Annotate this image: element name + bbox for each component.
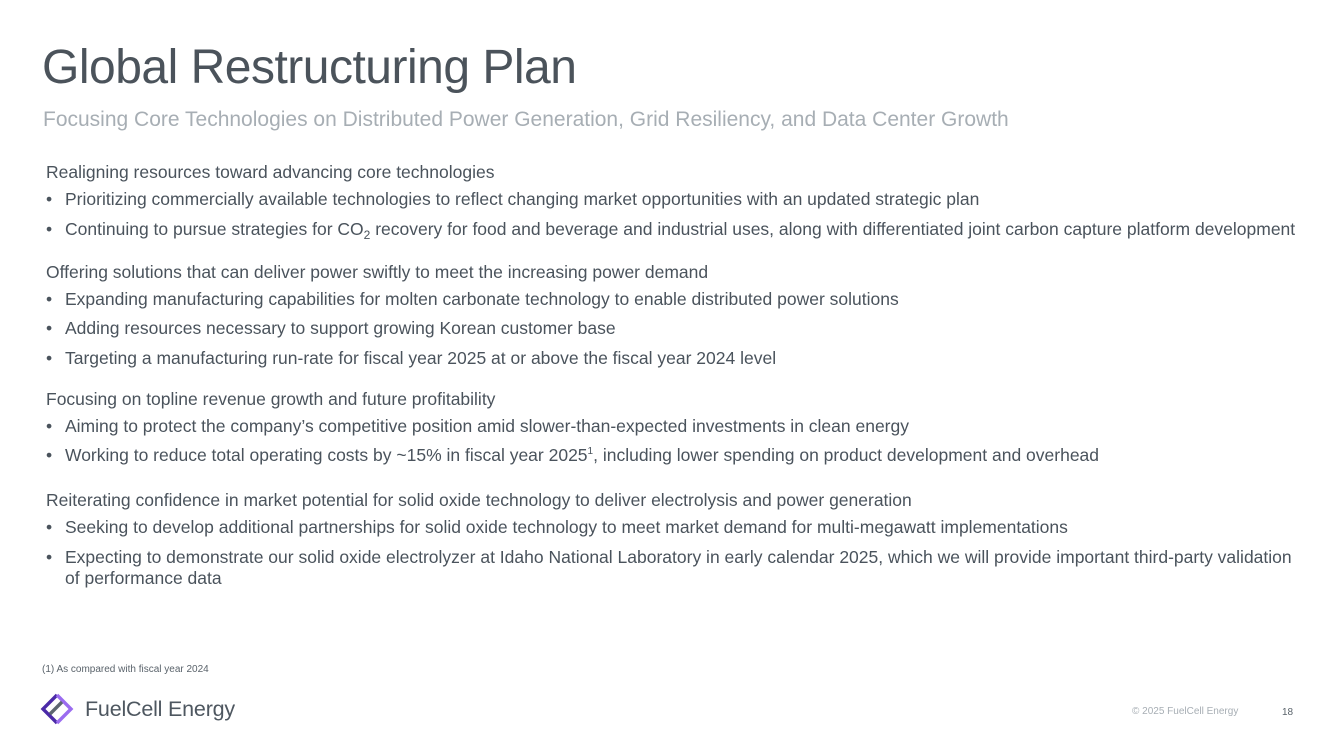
bullet-text: Seeking to develop additional partnerships for solid oxide technology to meet market demand for multi-megawatt implementations — [65, 517, 1068, 537]
diamond-chevron-logo-icon — [40, 693, 74, 725]
bullet-dot: • — [46, 445, 53, 465]
bullet-text-post: recovery for food and beverage and industrial uses, along with differentiated joint carbon capture platform development — [370, 218, 1296, 239]
company-logo — [40, 693, 235, 725]
bullet-text-post: , including lower spending on product development and overhead — [593, 445, 1100, 465]
section-heading: Offering solutions that can deliver power swiftly to meet the increasing power demand — [46, 261, 709, 282]
bullet-list — [46, 416, 1296, 467]
copyright-notice: © 2025 FuelCell Energy — [1132, 706, 1239, 717]
bullet-text: Aiming to protect the company’s competitive position amid slower-than-expected investments in clean energy — [65, 415, 909, 436]
footnote-ref: 1 — [587, 446, 594, 457]
bullet-list — [46, 517, 1296, 589]
section-solid-oxide — [46, 488, 1296, 589]
section-power-demand — [46, 260, 1296, 369]
bullet-text: Expanding manufacturing capabilities for molten carbonate technology to enable distributed power solutions — [65, 288, 899, 309]
page-number: 18 — [1282, 707, 1294, 718]
bullet-text: Adding resources necessary to support growing Korean customer base — [65, 318, 616, 338]
bullet-dot: • — [46, 218, 53, 239]
bullet-list — [46, 189, 1296, 240]
bullet-dot: • — [46, 318, 53, 338]
bullet-text: Expecting to demonstrate our solid oxide electrolyzer at Idaho National Laboratory in early calendar 2025, which we will provide important third-party validation of performance data — [65, 546, 1292, 588]
bullet-item — [46, 547, 1296, 589]
bullet-text: Targeting a manufacturing run-rate for fiscal year 2025 at or above the fiscal year 2024 level — [65, 347, 777, 368]
bullet-dot: • — [46, 288, 53, 309]
section-heading: Focusing on topline revenue growth and future profitability — [46, 388, 496, 409]
bullet-list — [46, 289, 1296, 369]
bullet-item — [46, 445, 1296, 466]
bullet-item — [46, 189, 1296, 210]
co2-subscript: 2 — [363, 227, 371, 242]
bullet-item — [46, 416, 1296, 437]
bullet-item — [46, 219, 1296, 240]
slide-content — [46, 160, 1296, 609]
section-revenue-growth — [46, 387, 1296, 467]
bullet-item — [46, 318, 1296, 339]
slide-subtitle: Focusing Core Technologies on Distributed Power Generation, Grid Resiliency, and Data Center Growth — [43, 108, 1009, 131]
bullet-dot: • — [46, 189, 53, 209]
footnote: (1) As compared with fiscal year 2024 — [42, 664, 209, 675]
bullet-item — [46, 517, 1296, 538]
logo-wordmark: FuelCell Energy — [85, 696, 235, 721]
bullet-text-pre: Working to reduce total operating costs by ~15% in fiscal year 2025 — [65, 445, 588, 465]
bullet-text: Prioritizing commercially available technologies to reflect changing market opportunities with an updated strategic plan — [65, 189, 980, 209]
bullet-item — [46, 348, 1296, 369]
bullet-text-pre: Continuing to pursue strategies for CO — [65, 218, 364, 239]
section-heading: Realigning resources toward advancing core technologies — [46, 162, 495, 182]
bullet-item — [46, 289, 1296, 310]
slide-title: Global Restructuring Plan — [42, 41, 577, 94]
section-core-technologies — [46, 160, 1296, 240]
section-heading: Reiterating confidence in market potential for solid oxide technology to deliver electrolysis and power generation — [46, 490, 912, 510]
bullet-dot: • — [46, 546, 53, 567]
bullet-dot: • — [46, 517, 53, 537]
bullet-dot: • — [46, 347, 53, 368]
bullet-dot: • — [46, 415, 53, 436]
